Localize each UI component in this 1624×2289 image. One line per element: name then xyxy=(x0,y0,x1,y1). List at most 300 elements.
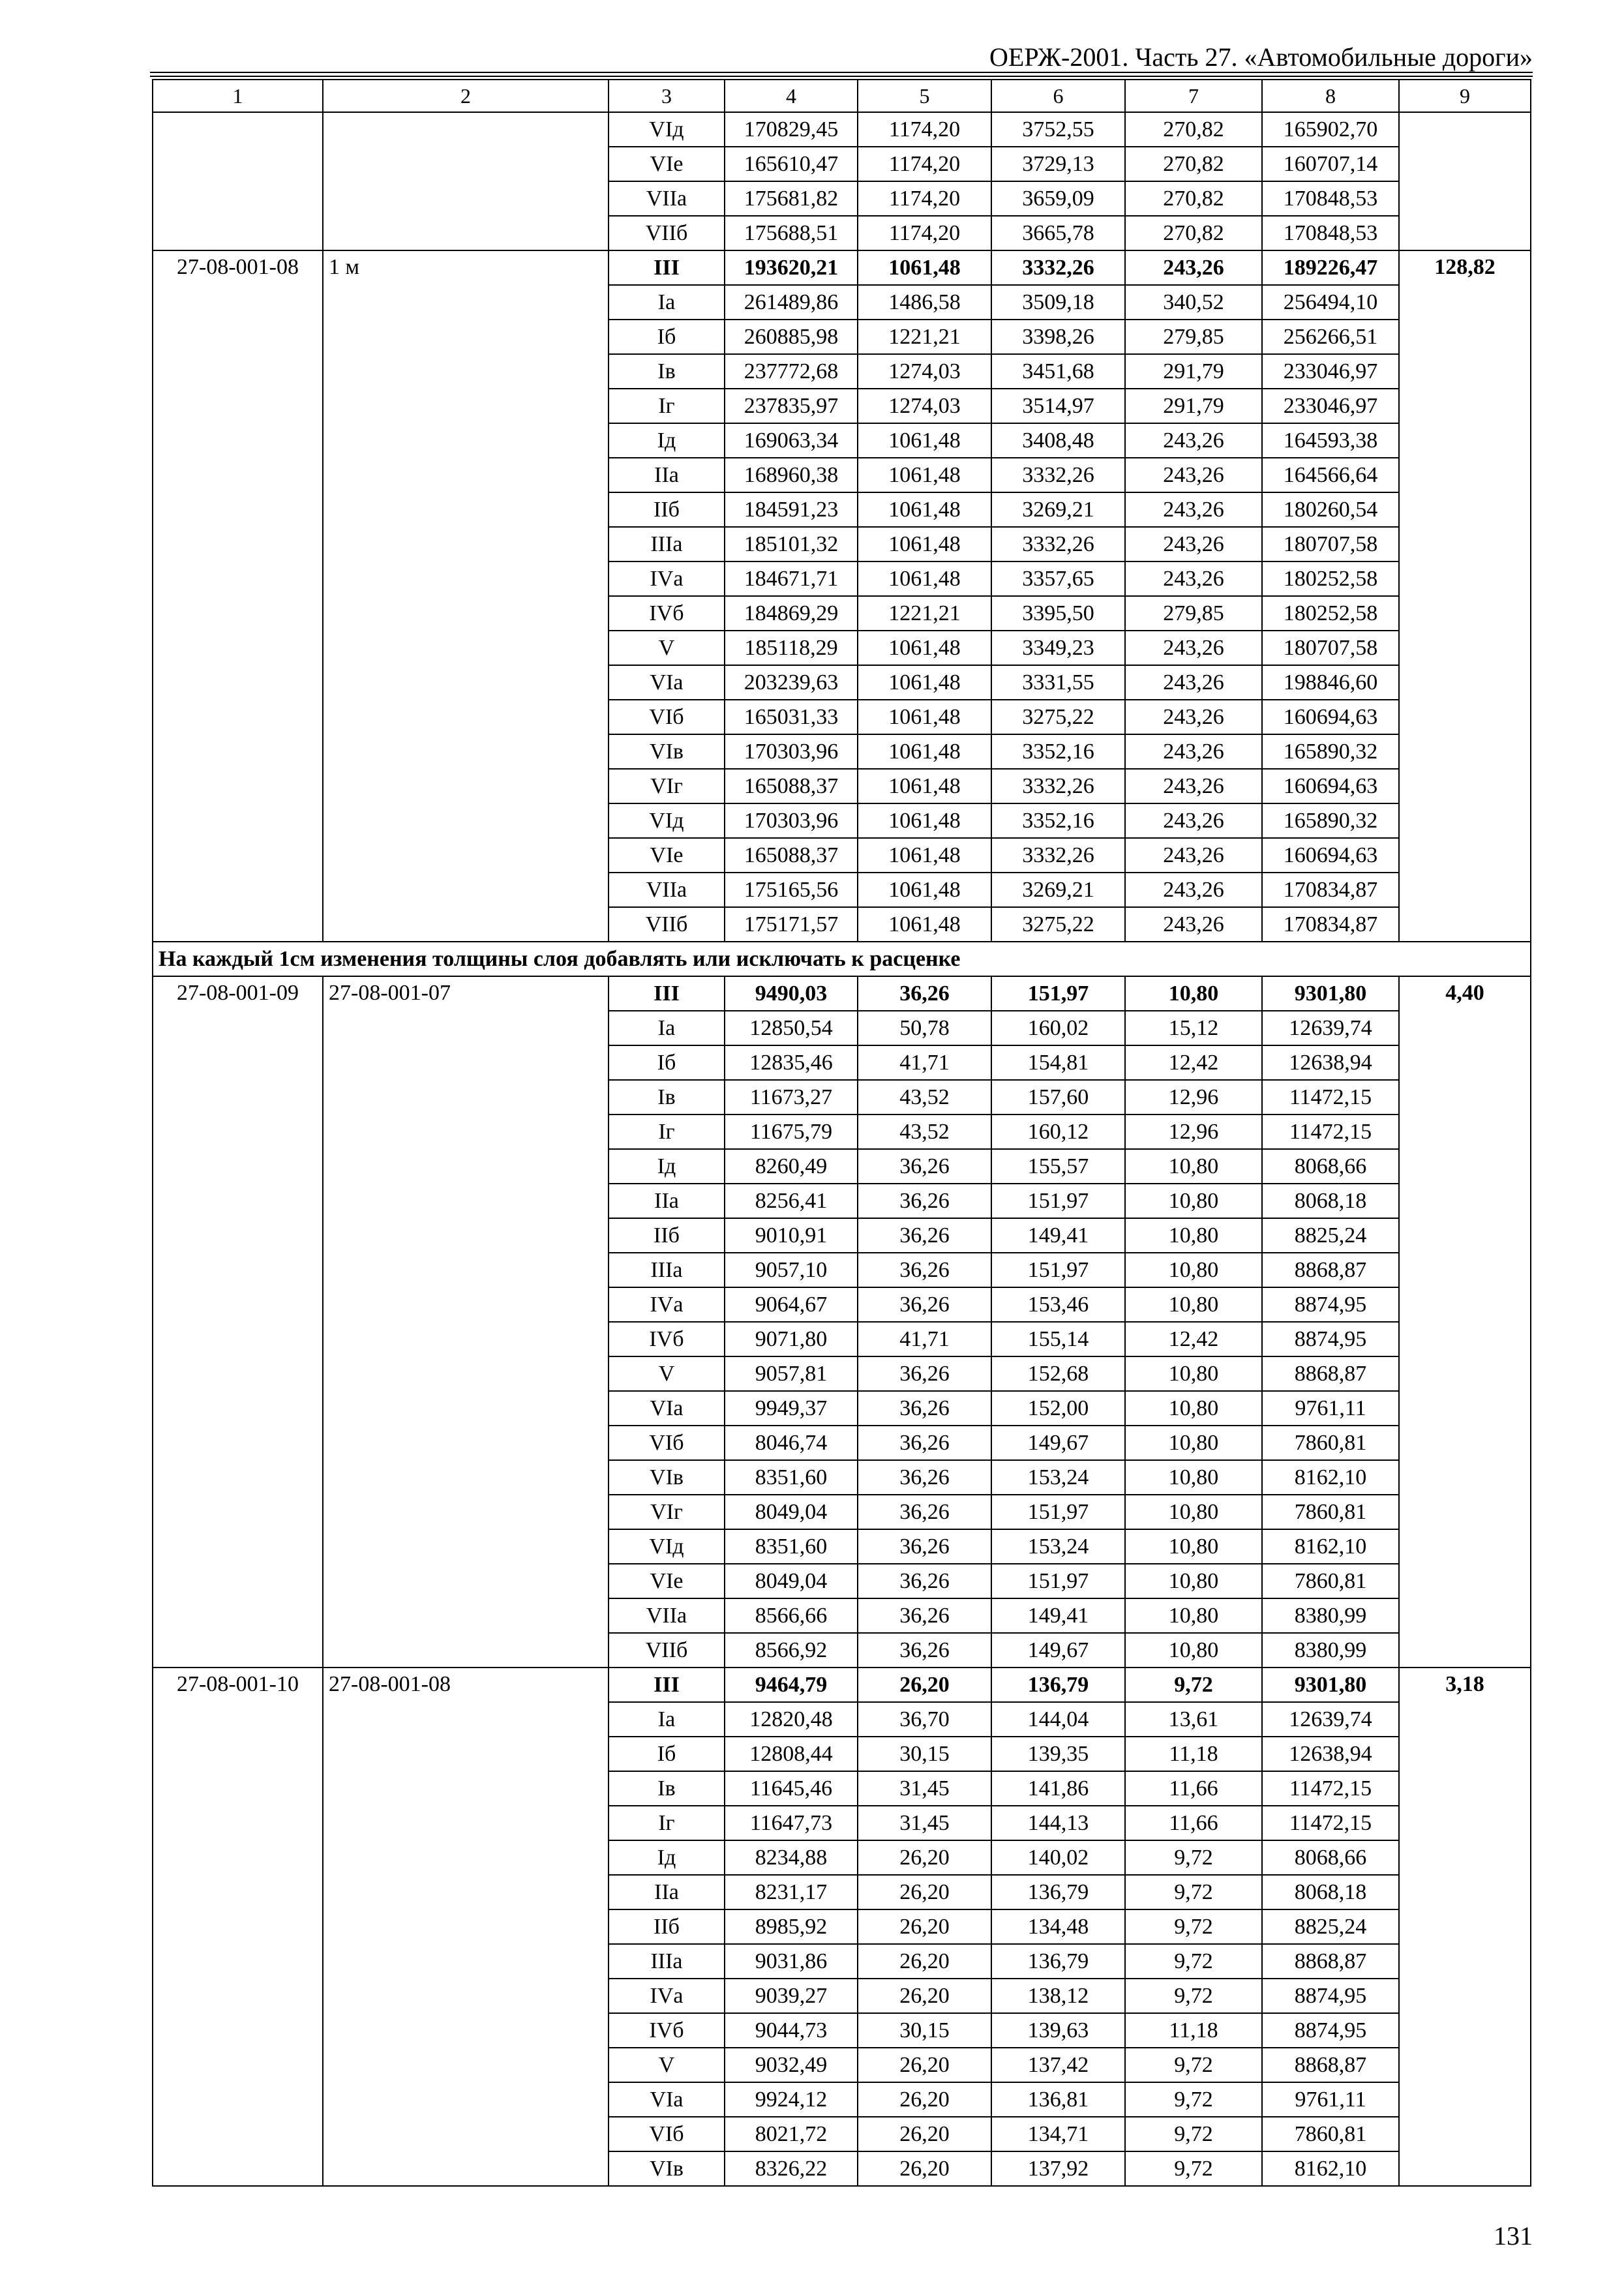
value-cell: 270,82 xyxy=(1125,112,1262,147)
road-zone-cell: VIа xyxy=(609,2082,725,2117)
value-cell: 9761,11 xyxy=(1262,1391,1399,1426)
value-cell: 154,81 xyxy=(991,1045,1125,1080)
value-cell: 165610,47 xyxy=(725,147,858,181)
road-zone-cell: IVа xyxy=(609,561,725,596)
road-zone-cell: V xyxy=(609,1356,725,1391)
value-cell: 36,26 xyxy=(858,1149,991,1184)
value-cell: 9064,67 xyxy=(725,1287,858,1322)
road-zone-cell: Iа xyxy=(609,1702,725,1737)
road-zone-cell: IIIа xyxy=(609,527,725,561)
value-cell: 7860,81 xyxy=(1262,2117,1399,2151)
column-number: 6 xyxy=(991,80,1125,112)
value-cell: 10,80 xyxy=(1125,1426,1262,1460)
column-number-row xyxy=(153,80,1531,112)
value-cell: 1274,03 xyxy=(858,389,991,423)
road-zone-cell: VIв xyxy=(609,734,725,769)
value-cell: 8874,95 xyxy=(1262,2013,1399,2048)
value-cell: 9010,91 xyxy=(725,1218,858,1253)
value-cell: 237772,68 xyxy=(725,354,858,389)
value-cell: 26,20 xyxy=(858,2048,991,2082)
road-zone-cell: Iг xyxy=(609,1115,725,1149)
value-cell: 3332,26 xyxy=(991,769,1125,803)
value-cell: 8068,18 xyxy=(1262,1184,1399,1218)
value-cell: 9949,37 xyxy=(725,1391,858,1426)
value-cell: 36,26 xyxy=(858,1529,991,1564)
value-cell: 3331,55 xyxy=(991,665,1125,700)
value-cell: 243,26 xyxy=(1125,458,1262,492)
value-cell: 10,80 xyxy=(1125,1184,1262,1218)
road-zone-cell: IIIа xyxy=(609,1944,725,1979)
value-cell: 149,67 xyxy=(991,1426,1125,1460)
value-cell: 3395,50 xyxy=(991,596,1125,631)
value-cell: 11472,15 xyxy=(1262,1771,1399,1806)
value-cell: 10,80 xyxy=(1125,1495,1262,1529)
column-number: 1 xyxy=(153,80,323,112)
road-zone-cell: Iа xyxy=(609,1011,725,1045)
value-cell: 243,26 xyxy=(1125,700,1262,734)
value-cell: 36,26 xyxy=(858,1287,991,1322)
value-cell: 11,66 xyxy=(1125,1806,1262,1840)
value-cell: 170834,87 xyxy=(1262,873,1399,907)
value-cell: 137,42 xyxy=(991,2048,1125,2082)
value-cell: 151,97 xyxy=(991,1253,1125,1287)
value-cell: 36,26 xyxy=(858,1426,991,1460)
value-cell: 8162,10 xyxy=(1262,1460,1399,1495)
value-cell: 8326,22 xyxy=(725,2151,858,2186)
value-cell: 1174,20 xyxy=(858,147,991,181)
value-cell: 180260,54 xyxy=(1262,492,1399,527)
value-cell: 170848,53 xyxy=(1262,181,1399,216)
value-cell: 160694,63 xyxy=(1262,700,1399,734)
value-cell: 170303,96 xyxy=(725,734,858,769)
value-cell: 9761,11 xyxy=(1262,2082,1399,2117)
value-cell: 8260,49 xyxy=(725,1149,858,1184)
rate-code: 27-08-001-08 xyxy=(153,250,323,942)
value-cell: 36,26 xyxy=(858,1495,991,1529)
value-cell: 8049,04 xyxy=(725,1564,858,1598)
road-zone-cell: VIб xyxy=(609,700,725,734)
value-cell: 184671,71 xyxy=(725,561,858,596)
road-zone-cell: VIIа xyxy=(609,181,725,216)
rate-code: 27-08-001-09 xyxy=(153,976,323,1668)
value-cell: 1061,48 xyxy=(858,769,991,803)
column-number: 9 xyxy=(1399,80,1531,112)
value-cell: 1061,48 xyxy=(858,561,991,596)
road-zone-cell: Iа xyxy=(609,285,725,320)
value-cell: 8351,60 xyxy=(725,1529,858,1564)
value-cell: 175688,51 xyxy=(725,216,858,250)
column-number: 4 xyxy=(725,80,858,112)
value-cell: 233046,97 xyxy=(1262,354,1399,389)
value-cell: 3332,26 xyxy=(991,838,1125,873)
road-zone-cell: III xyxy=(609,1668,725,1702)
value-cell: 1061,48 xyxy=(858,458,991,492)
value-cell: 50,78 xyxy=(858,1011,991,1045)
value-cell: 9,72 xyxy=(1125,2151,1262,2186)
value-cell: 149,67 xyxy=(991,1633,1125,1668)
value-cell: 1061,48 xyxy=(858,907,991,942)
road-zone-cell: VIe xyxy=(609,1564,725,1598)
value-cell: 136,79 xyxy=(991,1668,1125,1702)
value-cell: 8068,66 xyxy=(1262,1149,1399,1184)
value-cell: 256494,10 xyxy=(1262,285,1399,320)
value-cell: 12820,48 xyxy=(725,1702,858,1737)
value-cell: 1061,48 xyxy=(858,838,991,873)
value-cell: 8874,95 xyxy=(1262,1322,1399,1356)
value-cell: 237835,97 xyxy=(725,389,858,423)
value-cell: 9,72 xyxy=(1125,2117,1262,2151)
value-cell: 175681,82 xyxy=(725,181,858,216)
value-cell: 8868,87 xyxy=(1262,2048,1399,2082)
road-zone-cell: VIIа xyxy=(609,1598,725,1633)
value-cell: 184869,29 xyxy=(725,596,858,631)
road-zone-cell: IVб xyxy=(609,596,725,631)
value-cell: 3332,26 xyxy=(991,250,1125,285)
value-cell: 8256,41 xyxy=(725,1184,858,1218)
value-cell: 1221,21 xyxy=(858,320,991,354)
value-cell: 26,20 xyxy=(858,1668,991,1702)
value-cell: 256266,51 xyxy=(1262,320,1399,354)
value-cell: 36,26 xyxy=(858,1253,991,1287)
value-cell: 134,71 xyxy=(991,2117,1125,2151)
road-zone-cell: VIа xyxy=(609,665,725,700)
value-cell: 260885,98 xyxy=(725,320,858,354)
value-cell: 279,85 xyxy=(1125,320,1262,354)
value-cell: 11472,15 xyxy=(1262,1080,1399,1115)
value-cell: 8231,17 xyxy=(725,1875,858,1909)
value-cell: 36,26 xyxy=(858,1633,991,1668)
value-cell: 1061,48 xyxy=(858,700,991,734)
value-cell: 36,26 xyxy=(858,1184,991,1218)
value-cell: 180252,58 xyxy=(1262,596,1399,631)
value-cell: 155,14 xyxy=(991,1322,1125,1356)
value-cell: 10,80 xyxy=(1125,976,1262,1011)
value-cell: 160,12 xyxy=(991,1115,1125,1149)
value-cell: 138,12 xyxy=(991,1979,1125,2013)
value-cell: 8021,72 xyxy=(725,2117,858,2151)
value-cell: 243,26 xyxy=(1125,734,1262,769)
value-cell: 1174,20 xyxy=(858,112,991,147)
value-cell: 160,02 xyxy=(991,1011,1125,1045)
value-cell: 8162,10 xyxy=(1262,2151,1399,2186)
value-cell: 7860,81 xyxy=(1262,1495,1399,1529)
value-cell: 15,12 xyxy=(1125,1011,1262,1045)
value-cell: 11472,15 xyxy=(1262,1115,1399,1149)
table-row xyxy=(153,976,1531,1011)
value-cell: 152,00 xyxy=(991,1391,1125,1426)
value-cell: 165088,37 xyxy=(725,838,858,873)
value-cell: 279,85 xyxy=(1125,596,1262,631)
value-cell: 9039,27 xyxy=(725,1979,858,2013)
road-zone-cell: Iг xyxy=(609,389,725,423)
value-cell: 185118,29 xyxy=(725,631,858,665)
value-cell: 3752,55 xyxy=(991,112,1125,147)
value-cell: 1061,48 xyxy=(858,803,991,838)
column-number: 2 xyxy=(323,80,609,112)
value-cell: 140,02 xyxy=(991,1840,1125,1875)
value-cell: 10,80 xyxy=(1125,1253,1262,1287)
value-cell: 149,41 xyxy=(991,1218,1125,1253)
road-zone-cell: III xyxy=(609,976,725,1011)
value-cell: 10,80 xyxy=(1125,1633,1262,1668)
road-zone-cell: VIд xyxy=(609,112,725,147)
value-cell: 155,57 xyxy=(991,1149,1125,1184)
value-cell: 8162,10 xyxy=(1262,1529,1399,1564)
rate-name: 1 м xyxy=(323,250,609,942)
value-cell: 151,97 xyxy=(991,1495,1125,1529)
column-number: 5 xyxy=(858,80,991,112)
road-zone-cell: Iб xyxy=(609,1045,725,1080)
road-zone-cell: Iд xyxy=(609,1149,725,1184)
value-cell: 8380,99 xyxy=(1262,1598,1399,1633)
value-cell: 10,80 xyxy=(1125,1391,1262,1426)
value-cell: 8068,66 xyxy=(1262,1840,1399,1875)
value-cell: 10,80 xyxy=(1125,1598,1262,1633)
value-cell: 139,63 xyxy=(991,2013,1125,2048)
road-zone-cell: Iб xyxy=(609,320,725,354)
value-cell: 291,79 xyxy=(1125,389,1262,423)
value-cell: 1486,58 xyxy=(858,285,991,320)
value-cell: 153,24 xyxy=(991,1529,1125,1564)
value-cell: 243,26 xyxy=(1125,631,1262,665)
value-cell: 243,26 xyxy=(1125,803,1262,838)
table-row xyxy=(153,1668,1531,1702)
value-cell: 11,18 xyxy=(1125,1737,1262,1771)
code-cell xyxy=(153,112,323,250)
column-number: 8 xyxy=(1262,80,1399,112)
road-zone-cell: III xyxy=(609,250,725,285)
value-cell: 151,97 xyxy=(991,1564,1125,1598)
value-cell: 12638,94 xyxy=(1262,1737,1399,1771)
road-zone-cell: VIIб xyxy=(609,216,725,250)
rates-table xyxy=(152,79,1531,2187)
value-cell: 1061,48 xyxy=(858,492,991,527)
value-cell: 8234,88 xyxy=(725,1840,858,1875)
value-cell: 3352,16 xyxy=(991,734,1125,769)
value-cell: 185101,32 xyxy=(725,527,858,561)
value-cell: 189226,47 xyxy=(1262,250,1399,285)
value-cell: 31,45 xyxy=(858,1806,991,1840)
value-cell: 165088,37 xyxy=(725,769,858,803)
value-cell: 9,72 xyxy=(1125,1875,1262,1909)
value-cell: 3357,65 xyxy=(991,561,1125,596)
value-cell: 165890,32 xyxy=(1262,734,1399,769)
value-cell: 3729,13 xyxy=(991,147,1125,181)
value-cell: 151,97 xyxy=(991,1184,1125,1218)
road-zone-cell: VIб xyxy=(609,1426,725,1460)
value-cell: 9057,10 xyxy=(725,1253,858,1287)
road-zone-cell: V xyxy=(609,2048,725,2082)
value-cell: 243,26 xyxy=(1125,423,1262,458)
road-zone-cell: IVа xyxy=(609,1287,725,1322)
road-zone-cell: VIд xyxy=(609,1529,725,1564)
value-cell: 9057,81 xyxy=(725,1356,858,1391)
rate-name: 27-08-001-07 xyxy=(323,976,609,1668)
value-cell: 243,26 xyxy=(1125,907,1262,942)
value-cell: 31,45 xyxy=(858,1771,991,1806)
road-zone-cell: VIIб xyxy=(609,907,725,942)
value-cell: 1221,21 xyxy=(858,596,991,631)
value-cell: 1061,48 xyxy=(858,734,991,769)
value-cell: 9924,12 xyxy=(725,2082,858,2117)
value-cell: 3275,22 xyxy=(991,907,1125,942)
value-cell: 11,66 xyxy=(1125,1771,1262,1806)
value-cell: 26,20 xyxy=(858,2082,991,2117)
value-cell: 141,86 xyxy=(991,1771,1125,1806)
value-cell: 180707,58 xyxy=(1262,527,1399,561)
column-number: 7 xyxy=(1125,80,1262,112)
value-cell: 36,26 xyxy=(858,1218,991,1253)
value-cell: 165031,33 xyxy=(725,700,858,734)
value-cell: 180252,58 xyxy=(1262,561,1399,596)
value-cell: 160707,14 xyxy=(1262,147,1399,181)
value-cell: 136,79 xyxy=(991,1944,1125,1979)
value-cell: 12808,44 xyxy=(725,1737,858,1771)
value-cell: 3659,09 xyxy=(991,181,1125,216)
value-cell: 30,15 xyxy=(858,1737,991,1771)
value-cell: 198846,60 xyxy=(1262,665,1399,700)
value-cell: 8351,60 xyxy=(725,1460,858,1495)
value-cell: 36,26 xyxy=(858,1598,991,1633)
value-cell: 1061,48 xyxy=(858,873,991,907)
value-cell: 26,20 xyxy=(858,1875,991,1909)
value-cell: 8046,74 xyxy=(725,1426,858,1460)
value-cell: 8868,87 xyxy=(1262,1356,1399,1391)
value-cell: 270,82 xyxy=(1125,147,1262,181)
value-cell: 134,48 xyxy=(991,1909,1125,1944)
value-cell: 144,13 xyxy=(991,1806,1125,1840)
value-cell: 9,72 xyxy=(1125,1944,1262,1979)
value-cell: 36,26 xyxy=(858,1391,991,1426)
value-cell: 43,52 xyxy=(858,1115,991,1149)
value-cell: 168960,38 xyxy=(725,458,858,492)
road-zone-cell: IIб xyxy=(609,1218,725,1253)
value-cell: 9031,86 xyxy=(725,1944,858,1979)
road-zone-cell: VIд xyxy=(609,803,725,838)
value-cell: 153,24 xyxy=(991,1460,1125,1495)
road-zone-cell: Iб xyxy=(609,1737,725,1771)
value-cell: 9,72 xyxy=(1125,2048,1262,2082)
value-cell: 12835,46 xyxy=(725,1045,858,1080)
value-cell: 270,82 xyxy=(1125,216,1262,250)
value-cell: 233046,97 xyxy=(1262,389,1399,423)
road-zone-cell: V xyxy=(609,631,725,665)
value-cell: 7860,81 xyxy=(1262,1564,1399,1598)
value-cell: 10,80 xyxy=(1125,1356,1262,1391)
road-zone-cell: IVб xyxy=(609,2013,725,2048)
value-cell: 9490,03 xyxy=(725,976,858,1011)
road-zone-cell: VIб xyxy=(609,2117,725,2151)
value-cell: 9301,80 xyxy=(1262,1668,1399,1702)
value-cell: 9071,80 xyxy=(725,1322,858,1356)
value-cell: 26,20 xyxy=(858,2151,991,2186)
road-zone-cell: VIа xyxy=(609,1391,725,1426)
value-cell: 243,26 xyxy=(1125,873,1262,907)
value-cell: 9044,73 xyxy=(725,2013,858,2048)
road-zone-cell: Iд xyxy=(609,423,725,458)
road-zone-cell: VIв xyxy=(609,2151,725,2186)
col9-value: 3,18 xyxy=(1399,1668,1531,2186)
value-cell: 170848,53 xyxy=(1262,216,1399,250)
road-zone-cell: IVа xyxy=(609,1979,725,2013)
value-cell: 26,20 xyxy=(858,1944,991,1979)
value-cell: 1174,20 xyxy=(858,181,991,216)
value-cell: 8874,95 xyxy=(1262,1979,1399,2013)
value-cell: 164593,38 xyxy=(1262,423,1399,458)
value-cell: 36,26 xyxy=(858,976,991,1011)
value-cell: 11647,73 xyxy=(725,1806,858,1840)
value-cell: 3451,68 xyxy=(991,354,1125,389)
value-cell: 261489,86 xyxy=(725,285,858,320)
road-zone-cell: VIг xyxy=(609,1495,725,1529)
value-cell: 151,97 xyxy=(991,976,1125,1011)
header-rule xyxy=(150,72,1533,73)
value-cell: 36,26 xyxy=(858,1356,991,1391)
value-cell: 11645,46 xyxy=(725,1771,858,1806)
value-cell: 8985,92 xyxy=(725,1909,858,1944)
value-cell: 12639,74 xyxy=(1262,1702,1399,1737)
value-cell: 291,79 xyxy=(1125,354,1262,389)
value-cell: 36,26 xyxy=(858,1460,991,1495)
value-cell: 41,71 xyxy=(858,1045,991,1080)
value-cell: 8380,99 xyxy=(1262,1633,1399,1668)
column-number: 3 xyxy=(609,80,725,112)
value-cell: 12638,94 xyxy=(1262,1045,1399,1080)
value-cell: 30,15 xyxy=(858,2013,991,2048)
value-cell: 136,79 xyxy=(991,1875,1125,1909)
value-cell: 157,60 xyxy=(991,1080,1125,1115)
value-cell: 243,26 xyxy=(1125,838,1262,873)
value-cell: 26,20 xyxy=(858,1840,991,1875)
value-cell: 36,70 xyxy=(858,1702,991,1737)
value-cell: 243,26 xyxy=(1125,665,1262,700)
col9-value: 128,82 xyxy=(1399,250,1531,942)
value-cell: 11472,15 xyxy=(1262,1806,1399,1840)
value-cell: 160694,63 xyxy=(1262,838,1399,873)
value-cell: 12639,74 xyxy=(1262,1011,1399,1045)
value-cell: 12,42 xyxy=(1125,1045,1262,1080)
value-cell: 8874,95 xyxy=(1262,1287,1399,1322)
table-row xyxy=(153,250,1531,285)
road-zone-cell: IIа xyxy=(609,1875,725,1909)
value-cell: 1061,48 xyxy=(858,665,991,700)
road-zone-cell: IIб xyxy=(609,492,725,527)
value-cell: 243,26 xyxy=(1125,769,1262,803)
value-cell: 10,80 xyxy=(1125,1460,1262,1495)
col9-value: 4,40 xyxy=(1399,976,1531,1668)
road-zone-cell: Iв xyxy=(609,354,725,389)
value-cell: 43,52 xyxy=(858,1080,991,1115)
value-cell: 9,72 xyxy=(1125,1979,1262,2013)
value-cell: 153,46 xyxy=(991,1287,1125,1322)
road-zone-cell: VIe xyxy=(609,147,725,181)
value-cell: 12,96 xyxy=(1125,1080,1262,1115)
road-zone-cell: Iд xyxy=(609,1840,725,1875)
road-zone-cell: Iв xyxy=(609,1080,725,1115)
road-zone-cell: VIIб xyxy=(609,1633,725,1668)
value-cell: 1061,48 xyxy=(858,250,991,285)
value-cell: 1061,48 xyxy=(858,423,991,458)
value-cell: 1174,20 xyxy=(858,216,991,250)
value-cell: 160694,63 xyxy=(1262,769,1399,803)
rate-name: 27-08-001-08 xyxy=(323,1668,609,2186)
value-cell: 180707,58 xyxy=(1262,631,1399,665)
value-cell: 10,80 xyxy=(1125,1564,1262,1598)
value-cell: 26,20 xyxy=(858,2117,991,2151)
increment-note: На каждый 1см изменения толщины слоя добавлять или исключать к расценке xyxy=(153,942,1531,976)
value-cell: 175171,57 xyxy=(725,907,858,942)
value-cell: 9,72 xyxy=(1125,1668,1262,1702)
